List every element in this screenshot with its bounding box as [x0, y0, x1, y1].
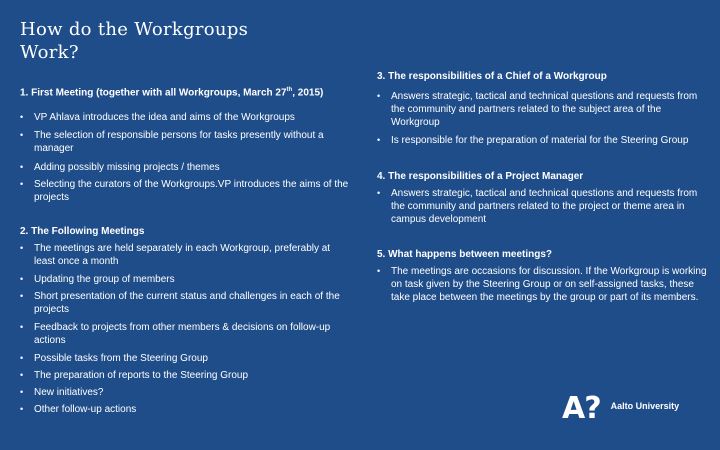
list-item: • Short presentation of the current status and challenges in each of the projects	[20, 290, 350, 316]
list-item: • Updating the group of members	[20, 273, 350, 286]
section-2-list	[20, 242, 350, 416]
section-3-list	[377, 90, 707, 147]
list-item: • The meetings are held separately in each Workgroup, preferably at least once a month	[20, 242, 350, 268]
aalto-logo	[562, 391, 680, 426]
section-1-heading-sup: th	[286, 87, 293, 93]
section-5-list	[377, 265, 707, 304]
list-item: • New initiatives?	[20, 386, 350, 399]
list-item: • Possible tasks from the Steering Group	[20, 352, 350, 365]
left-column	[20, 84, 350, 416]
list-item: • Selecting the curators of the Workgroups.VP introduces the aims of the projects	[20, 178, 350, 204]
list-item: • Answers strategic, tactical and technical questions and requests from the community and partners related to the subject area of the Workgroup	[377, 90, 707, 129]
list-item: • The selection of responsible persons for tasks presently without a manager	[20, 129, 350, 155]
section-4-heading: 4. The responsibilities of a Project Manager	[377, 171, 584, 182]
list-item: • Is responsible for the preparation of material for the Steering Group	[377, 134, 707, 147]
right-column	[377, 70, 707, 304]
section-1-heading	[20, 84, 340, 99]
list-item: • The preparation of reports to the Steering Group	[20, 369, 350, 382]
logo-text: Aalto University	[610, 401, 680, 411]
section-5-heading: 5. What happens between meetings?	[377, 249, 553, 260]
list-item: • Feedback to projects from other members & decisions on follow-up actions	[20, 321, 350, 347]
page-title: How do the Workgroups Work?	[20, 19, 249, 63]
list-item: • Other follow-up actions	[20, 403, 350, 416]
section-3-heading: 3. The responsibilities of a Chief of a Workgroup	[377, 71, 607, 82]
list-item: • Answers strategic, tactical and technical questions and requests from the community and partners related to the project or theme area in campus development	[377, 187, 707, 226]
section-2-heading: 2. The Following Meetings	[20, 226, 145, 238]
section-4-list	[377, 187, 707, 226]
list-item: • Adding possibly missing projects / themes	[20, 161, 350, 174]
logo-mark: A?	[562, 391, 601, 426]
list-item: • VP Ahlava introduces the idea and aims of the Workgroups	[20, 111, 350, 124]
section-1-heading-end: , 2015)	[292, 87, 324, 99]
section-1-list	[20, 111, 350, 204]
section-1-heading-text: 1. First Meeting (together with all Workgroups, March 27	[20, 87, 287, 99]
list-item: • The meetings are occasions for discussion. If the Workgroup is working on task given by the Steering Group or on self-assigned tasks, these take place between the meetings by the group or part of its members.	[377, 265, 707, 304]
